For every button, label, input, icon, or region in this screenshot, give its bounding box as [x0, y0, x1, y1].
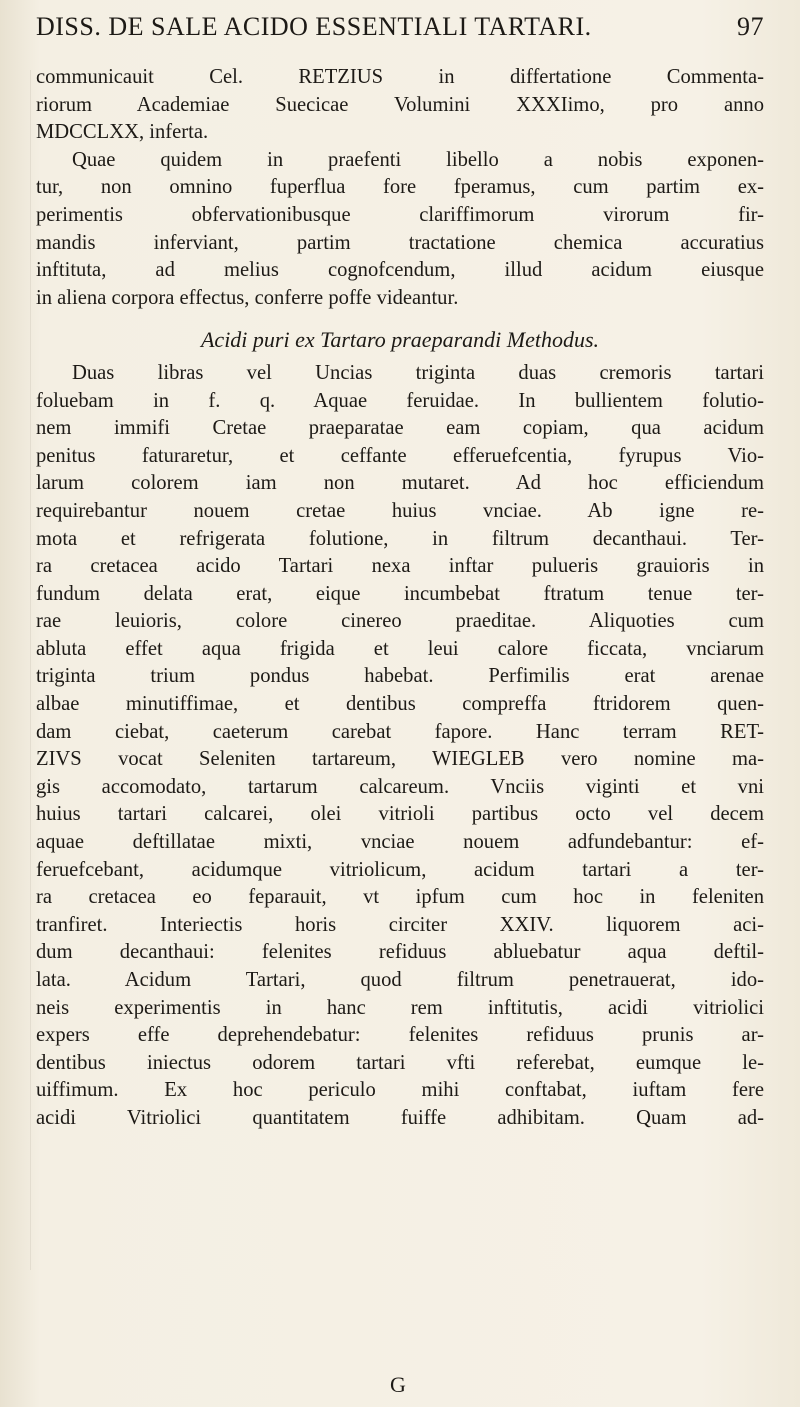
text-line: huius tartari calcarei, olei vitrioli partibus octo vel decem — [36, 803, 764, 826]
text-line: dum decanthaui: felenites refiduus abluebatur aqua deftil- — [36, 941, 764, 964]
text-line: nem immifi Cretae praeparatae eam copiam, qua acidum — [36, 417, 764, 440]
text-line: perimentis obfervationibusque clariffimorum virorum fir- — [36, 203, 764, 226]
text-line: larum colorem iam non mutaret. Ad hoc efficiendum — [36, 472, 764, 495]
text-line: mandis inferviant, partim tractatione chemica accuratius — [36, 231, 764, 254]
text-line: acidi Vitriolici quantitatem fuiffe adhibitam. Quam ad- — [36, 1106, 764, 1129]
text-line: lata. Acidum Tartari, quod filtrum penetrauerat, ido- — [36, 969, 764, 991]
text-line: fundum delata erat, eique incumbebat ftratum tenue ter- — [36, 582, 764, 605]
text-line: feruefcebant, acidumque vitriolicum, acidum tartari a ter- — [36, 858, 764, 881]
text-line: triginta trium pondus habebat. Perfimilis erat arenae — [36, 665, 764, 688]
text-line: gis accomodato, tartarum calcareum. Vnciis viginti et vni — [36, 775, 764, 798]
text-line: inftituta, ad melius cognofcendum, illud acidum eiusque — [36, 259, 764, 282]
signature-mark: G — [390, 1372, 406, 1397]
text-line: abluta effet aqua frigida et leui calore ficcata, vnciarum — [36, 637, 764, 660]
running-header — [36, 12, 764, 52]
text-line: Duas libras vel Uncias triginta duas cremoris tartari — [72, 361, 764, 384]
text-line: dentibus iniectus odorem tartari vfti referebat, eumque le- — [36, 1051, 764, 1074]
text-line: tur, non omnino fuperflua fore fperamus, cum partim ex- — [36, 176, 764, 199]
running-title: DISS. DE SALE ACIDO ESSENTIALI TARTARI. — [36, 12, 592, 41]
page-number: 97 — [737, 12, 764, 41]
text-line: uiffimum. Ex hoc periculo mihi conftabat, iuftam fere — [36, 1079, 764, 1102]
text-line: rae leuioris, colore cinereo praeditae. Aliquoties cum — [36, 610, 764, 633]
text-line: communicauit Cel. RETZIUS in differtatione Commenta- — [36, 66, 764, 88]
text-line: penitus faturaretur, et ceffante efferuefcentia, fyrupus Vio- — [36, 444, 764, 467]
text-line: ZIVS vocat Seleniten tartareum, WIEGLEB vero nomine ma- — [36, 748, 764, 771]
section-heading: Acidi puri ex Tartaro praeparandi Methodus. — [200, 327, 600, 353]
text-line: expers effe deprehendebatur: felenites refiduus prunis ar- — [36, 1024, 764, 1047]
text-line: Quae quidem in praefenti libello a nobis exponen- — [72, 148, 764, 171]
text-line: mota et refrigerata folutione, in filtrum decanthaui. Ter- — [36, 527, 764, 550]
text-line: aquae deftillatae mixti, vnciae nouem adfundebantur: ef- — [36, 831, 764, 854]
page-edge-shadow — [30, 70, 31, 1270]
page-body — [36, 64, 764, 1133]
text-line: albae minutiffimae, et dentibus compreffa ftridorem quen- — [36, 693, 764, 716]
text-line: neis experimentis in hanc rem inftitutis, acidi vitriolici — [36, 996, 764, 1019]
text-line: tranfiret. Interiectis horis circiter XXIV. liquorem aci- — [36, 913, 764, 936]
text-line: riorum Academiae Suecicae Volumini XXXIimo, pro anno — [36, 93, 764, 116]
text-line: ra cretacea acido Tartari nexa inftar pulueris grauioris in — [36, 555, 764, 578]
text-line: requirebantur nouem cretae huius vnciae. Ab igne re- — [36, 499, 764, 522]
text-line: MDCCLXX, inferta. — [36, 121, 209, 144]
text-line: foluebam in f. q. Aquae feruidae. In bullientem folutio- — [36, 389, 764, 412]
text-line: dam ciebat, caeterum carebat fapore. Hanc terram RET- — [36, 720, 764, 743]
text-line: ra cretacea eo feparauit, vt ipfum cum hoc in feleniten — [36, 886, 764, 909]
text-line: in aliena corpora effectus, conferre poffe videantur. — [36, 286, 459, 309]
